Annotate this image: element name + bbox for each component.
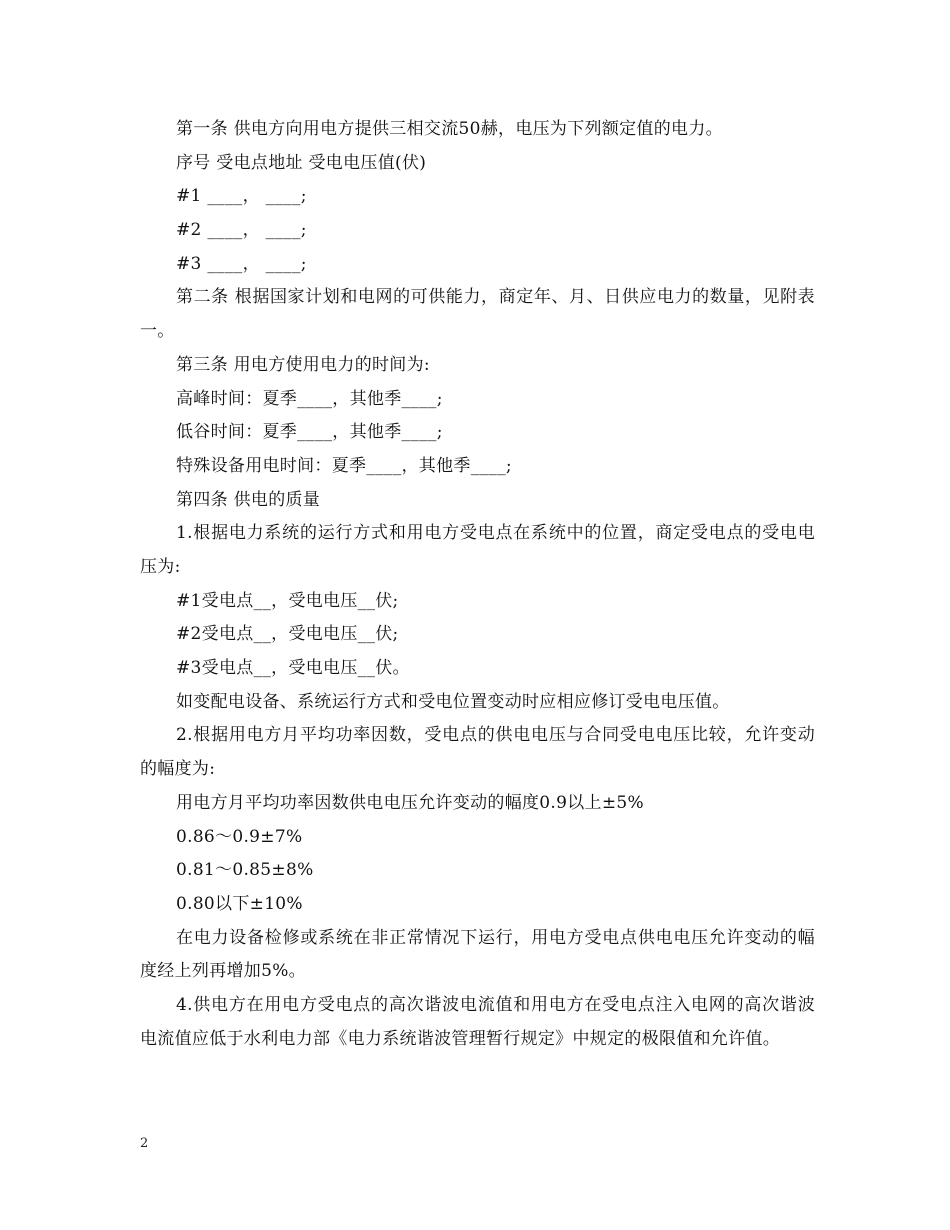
special-equipment-time-line: 特殊设备用电时间：夏季____，其他季____; xyxy=(176,455,512,476)
voltage-point-3: #3受电点__，受电电压__伏。 xyxy=(176,658,410,679)
receiving-point-2: #2 ____， ____; xyxy=(176,220,307,241)
receiving-point-1: #1 ____， ____; xyxy=(176,186,307,207)
voltage-point-1: #1受电点__，受电电压__伏; xyxy=(176,590,399,611)
article-4-heading: 第四条 供电的质量 xyxy=(176,489,321,510)
article-4-item-1: 1.根据电力系统的运行方式和用电方受电点在系统中的位置，商定受电点的受电电压为: xyxy=(140,523,815,577)
peak-time-line: 高峰时间：夏季____，其他季____; xyxy=(176,388,443,409)
maintenance-voltage-note: 在电力设备检修或系统在非正常情况下运行，用电方受电点供电电压允许变动的幅度经上列再增加5%。 xyxy=(140,927,815,982)
article-2-text: 第二条 根据国家计划和电网的可供能力，商定年、月、日供应电力的数量，见附表一。 xyxy=(140,287,815,342)
power-factor-row-2: 0.86～0.9±7% xyxy=(176,826,303,847)
valley-time-line: 低谷时间：夏季____，其他季____; xyxy=(176,422,443,443)
voltage-revision-note: 如变配电设备、系统运行方式和受电位置变动时应相应修订受电电压值。 xyxy=(176,691,730,712)
article-1-text: 第一条 供电方向用电方提供三相交流50赫，电压为下列额定值的电力。 xyxy=(176,119,723,139)
power-factor-row-1: 用电方月平均功率因数供电电压允许变动的幅度0.9以上±5% xyxy=(176,792,644,813)
voltage-point-2: #2受电点__，受电电压__伏; xyxy=(176,624,399,645)
power-factor-row-4: 0.80以下±10% xyxy=(176,893,303,914)
article-3-heading: 第三条 用电方使用电力的时间为: xyxy=(176,354,430,375)
table-header: 序号 受电点地址 受电电压值(伏) xyxy=(176,152,427,173)
article-4-item-2: 2.根据用电方月平均功率因数，受电点的供电电压与合同受电电压比较，允许变动的幅度为: xyxy=(140,725,815,780)
page-number: 2 xyxy=(140,1136,149,1151)
document-body xyxy=(140,113,815,1056)
power-factor-row-3: 0.81～0.85±8% xyxy=(176,860,314,881)
article-4-item-4: 4.供电方在用电方受电点的高次谐波电流值和用电方在受电点注入电网的高次谐波电流值应低于水利电力部《电力系统谐波管理暂行规定》中规定的极限值和允许值。 xyxy=(140,995,815,1049)
receiving-point-3: #3 ____， ____; xyxy=(176,253,307,274)
